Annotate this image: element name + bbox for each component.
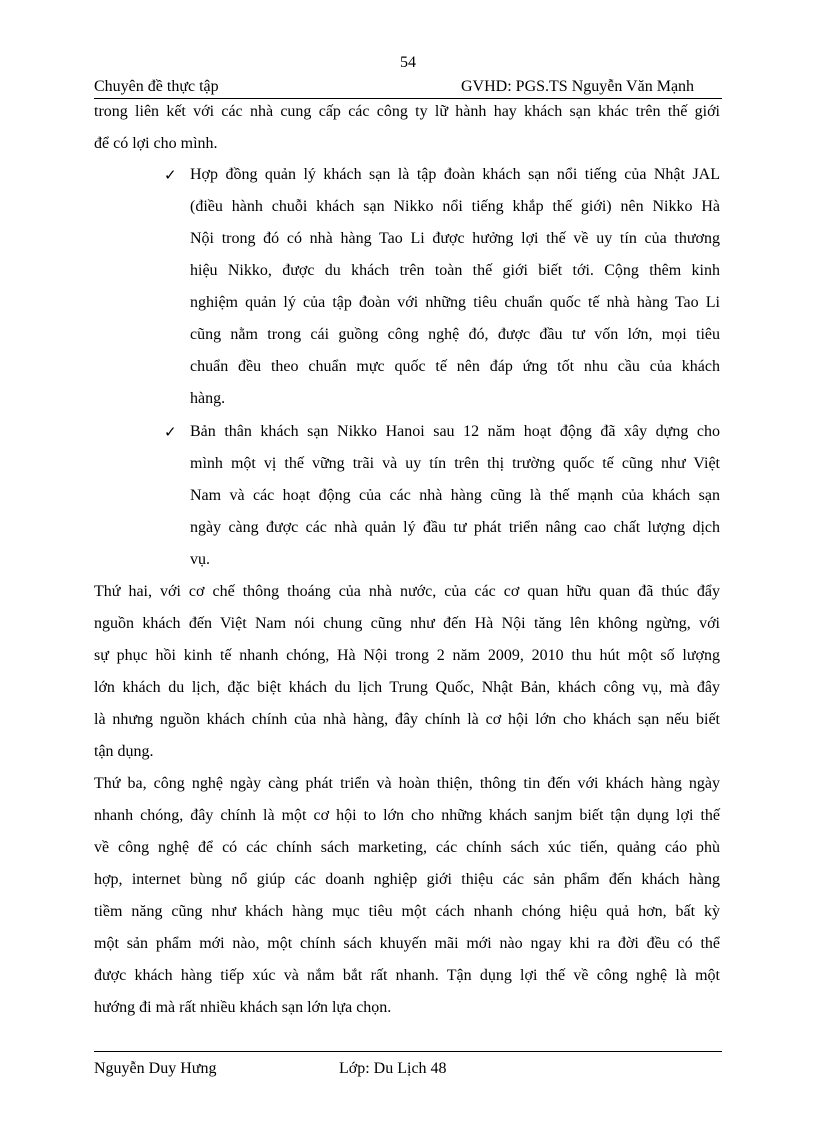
text-line: hàng. <box>190 390 226 407</box>
footer-left: Nguyễn Duy Hưng <box>94 1060 217 1077</box>
text-line: cũng nằm trong cái guồng công nghệ đó, được đầu tư vốn lớn, mọi tiêu <box>190 326 720 343</box>
text-line: (điều hành chuỗi khách sạn Nikko nổi tiếng khắp thế giới) nên Nikko Hà <box>190 198 720 215</box>
text-line: Nội trong đó có nhà hàng Tao Li được hưởng lợi thế về uy tín của thương <box>190 230 720 247</box>
text-line: nghiệm quản lý của tập đoàn với những tiêu chuẩn quốc tế nhà hàng Tao Li <box>190 294 720 311</box>
text-line: chuẩn đều theo chuẩn mực quốc tế nên đáp ứng tốt nhu cầu của khách <box>190 358 720 375</box>
text-line: là nhưng nguồn khách chính của nhà hàng, đây chính là cơ hội lớn cho khách sạn nếu biết <box>94 711 720 728</box>
footer-right: Lớp: Du Lịch 48 <box>339 1060 447 1077</box>
text-line: ngày càng được các nhà quản lý đầu tư phát triển nâng cao chất lượng dịch <box>190 519 720 536</box>
text-line: về công nghệ để có các chính sách marketing, các chính sách xúc tiến, quảng cáo phù <box>94 839 720 856</box>
text-line: Hợp đồng quản lý khách sạn là tập đoàn khách sạn nổi tiếng của Nhật JAL <box>190 166 720 183</box>
checkmark-icon: ✓ <box>164 423 177 441</box>
text-line: mình một vị thế vững trãi và uy tín trên thị trường quốc tế cũng như Việt <box>190 455 720 472</box>
text-line: sự phục hồi kinh tế nhanh chóng, Hà Nội trong 2 năm 2009, 2010 thu hút một số lượng <box>94 647 720 664</box>
text-line: Thứ hai, với cơ chế thông thoáng của nhà nước, của các cơ quan hữu quan đã thúc đẩy <box>94 583 720 600</box>
text-line: một sản phẩm mới nào, một chính sách khuyến mãi mới nào ngay khi ra đời đều có thể <box>94 935 720 952</box>
text-line: hướng đi mà rất nhiều khách sạn lớn lựa chọn. <box>94 999 392 1016</box>
text-line: tiềm năng cũng như khách hàng mục tiêu một cách nhanh chóng hiệu quả hơn, bất kỳ <box>94 903 720 920</box>
text-line: hiệu Nikko, được du khách trên toàn thế giới biết tới. Cộng thêm kinh <box>190 262 720 279</box>
text-line: lớn khách du lịch, đặc biệt khách du lịch Trung Quốc, Nhật Bản, khách công vụ, mà đây <box>94 679 720 696</box>
text-line: trong liên kết với các nhà cung cấp các công ty lữ hành hay khách sạn khác trên thế giới <box>94 103 720 120</box>
text-line: được khách hàng tiếp xúc và nắm bắt rất nhanh. Tận dụng lợi thế về công nghệ là một <box>94 967 720 984</box>
text-line: vụ. <box>190 551 210 568</box>
text-line: hợp, internet bùng nổ giúp các doanh nghiệp giới thiệu các sản phẩm đến khách hàng <box>94 871 720 888</box>
header-right: GVHD: PGS.TS Nguyễn Văn Mạnh <box>461 78 695 95</box>
text-line: tận dụng. <box>94 743 154 760</box>
text-line: nguồn khách đến Việt Nam nói chung cũng như đến Hà Nội tăng lên không ngừng, với <box>94 615 720 632</box>
page-header <box>94 76 722 99</box>
text-line: để có lợi cho mình. <box>94 135 218 152</box>
text-line: Bản thân khách sạn Nikko Hanoi sau 12 năm hoạt động đã xây dựng cho <box>190 423 720 440</box>
text-line: Thứ ba, công nghệ ngày càng phát triển và hoàn thiện, thông tin đến với khách hàng ngày <box>94 775 720 792</box>
checkmark-icon: ✓ <box>164 166 177 184</box>
header-left: Chuyên đề thực tập <box>94 78 219 95</box>
page-footer <box>94 1051 722 1077</box>
page-number: 54 <box>400 54 416 71</box>
text-line: Nam và các hoạt động của các nhà hàng cũng là thế mạnh của khách sạn <box>190 487 720 504</box>
text-line: nhanh chóng, đây chính là một cơ hội to lớn cho những khách sanjm biết tận dụng lợi thế <box>94 807 720 824</box>
